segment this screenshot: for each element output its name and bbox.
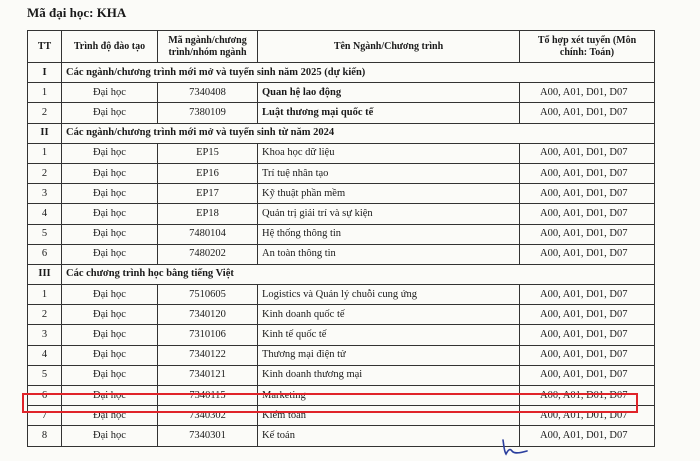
table-row [28,386,655,406]
row-number: 5 [28,224,62,244]
row-number: 2 [28,103,62,123]
section-number: I [28,63,62,83]
row-code: 7340121 [158,365,258,385]
row-combination: A00, A01, D01, D07 [520,365,655,385]
row-program-name: Marketing [258,386,520,406]
table-body [28,63,655,447]
row-level: Đại học [62,426,158,446]
row-combination: A00, A01, D01, D07 [520,345,655,365]
row-program-name: Quản trị giải trí và sự kiện [258,204,520,224]
row-combination: A00, A01, D01, D07 [520,204,655,224]
section-row [28,264,655,284]
row-program-name: Thương mại điện tử [258,345,520,365]
row-level: Đại học [62,345,158,365]
row-number: 5 [28,365,62,385]
row-number: 1 [28,285,62,305]
header-name: Tên Ngành/Chương trình [258,31,520,63]
page-title: Mã đại học: KHA [27,5,127,20]
row-code: 7340120 [158,305,258,325]
row-code: 7510605 [158,285,258,305]
row-program-name: Luật thương mại quốc tế [258,103,520,123]
row-level: Đại học [62,365,158,385]
row-program-name: Kinh doanh quốc tế [258,305,520,325]
table-row [28,103,655,123]
row-program-name: Trí tuệ nhân tạo [258,163,520,183]
header-tt: TT [28,31,62,63]
row-level: Đại học [62,305,158,325]
row-code: 7480104 [158,224,258,244]
row-program-name: Kỹ thuật phần mềm [258,184,520,204]
table-row [28,244,655,264]
section-row [28,123,655,143]
table-row [28,285,655,305]
row-combination: A00, A01, D01, D07 [520,406,655,426]
table-row [28,345,655,365]
row-combination: A00, A01, D01, D07 [520,184,655,204]
row-program-name: An toàn thông tin [258,244,520,264]
row-program-name: Kinh tế quốc tế [258,325,520,345]
header-level: Trình độ đào tạo [62,31,158,63]
row-code: 7340115 [158,386,258,406]
table-row [28,83,655,103]
admissions-table [27,30,655,447]
section-title: Các chương trình học bằng tiếng Việt [62,264,655,284]
row-number: 6 [28,244,62,264]
row-combination: A00, A01, D01, D07 [520,103,655,123]
row-number: 4 [28,204,62,224]
row-number: 2 [28,305,62,325]
table-row [28,163,655,183]
row-combination: A00, A01, D01, D07 [520,244,655,264]
row-combination: A00, A01, D01, D07 [520,83,655,103]
row-level: Đại học [62,406,158,426]
row-level: Đại học [62,204,158,224]
row-code: EP15 [158,143,258,163]
table-row [28,365,655,385]
row-program-name: Quan hệ lao động [258,83,520,103]
row-code: EP16 [158,163,258,183]
row-level: Đại học [62,184,158,204]
handwritten-signature-icon [500,436,530,458]
table-header-row [28,31,655,63]
section-title: Các ngành/chương trình mới mở và tuyển sinh năm 2025 (dự kiến) [62,63,655,83]
table-row [28,426,655,446]
row-number: 3 [28,184,62,204]
row-number: 3 [28,325,62,345]
row-combination: A00, A01, D01, D07 [520,305,655,325]
row-number: 7 [28,406,62,426]
row-code: 7340302 [158,406,258,426]
row-code: 7340408 [158,83,258,103]
row-program-name: Kinh doanh thương mại [258,365,520,385]
section-number: III [28,264,62,284]
table-row [28,224,655,244]
row-combination: A00, A01, D01, D07 [520,386,655,406]
row-number: 6 [28,386,62,406]
row-level: Đại học [62,325,158,345]
row-number: 1 [28,83,62,103]
row-code: 7340301 [158,426,258,446]
table-row [28,305,655,325]
row-combination: A00, A01, D01, D07 [520,163,655,183]
row-program-name: Kế toán [258,426,520,446]
row-level: Đại học [62,103,158,123]
row-number: 1 [28,143,62,163]
table-row [28,204,655,224]
row-number: 8 [28,426,62,446]
row-level: Đại học [62,285,158,305]
row-combination: A00, A01, D01, D07 [520,325,655,345]
row-level: Đại học [62,83,158,103]
row-code: 7340122 [158,345,258,365]
header-combo: Tổ hợp xét tuyển (Môn chính: Toán) [520,31,655,63]
section-number: II [28,123,62,143]
row-program-name: Kiểm toán [258,406,520,426]
row-program-name: Logistics và Quản lý chuỗi cung ứng [258,285,520,305]
row-combination: A00, A01, D01, D07 [520,224,655,244]
row-program-name: Hệ thống thông tin [258,224,520,244]
table-row [28,143,655,163]
row-program-name: Khoa học dữ liệu [258,143,520,163]
row-level: Đại học [62,224,158,244]
section-row [28,63,655,83]
table-row-highlighted [28,406,655,426]
row-level: Đại học [62,386,158,406]
row-level: Đại học [62,163,158,183]
row-code: 7310106 [158,325,258,345]
row-combination: A00, A01, D01, D07 [520,143,655,163]
row-code: 7480202 [158,244,258,264]
row-number: 4 [28,345,62,365]
table-row [28,184,655,204]
table-row [28,325,655,345]
row-number: 2 [28,163,62,183]
row-level: Đại học [62,143,158,163]
row-code: EP17 [158,184,258,204]
header-code: Mã ngành/chương trình/nhóm ngành [158,31,258,63]
row-code: EP18 [158,204,258,224]
row-combination: A00, A01, D01, D07 [520,285,655,305]
row-combination: A00, A01, D01, D07 [520,426,655,446]
row-level: Đại học [62,244,158,264]
row-code: 7380109 [158,103,258,123]
section-title: Các ngành/chương trình mới mở và tuyển sinh từ năm 2024 [62,123,655,143]
